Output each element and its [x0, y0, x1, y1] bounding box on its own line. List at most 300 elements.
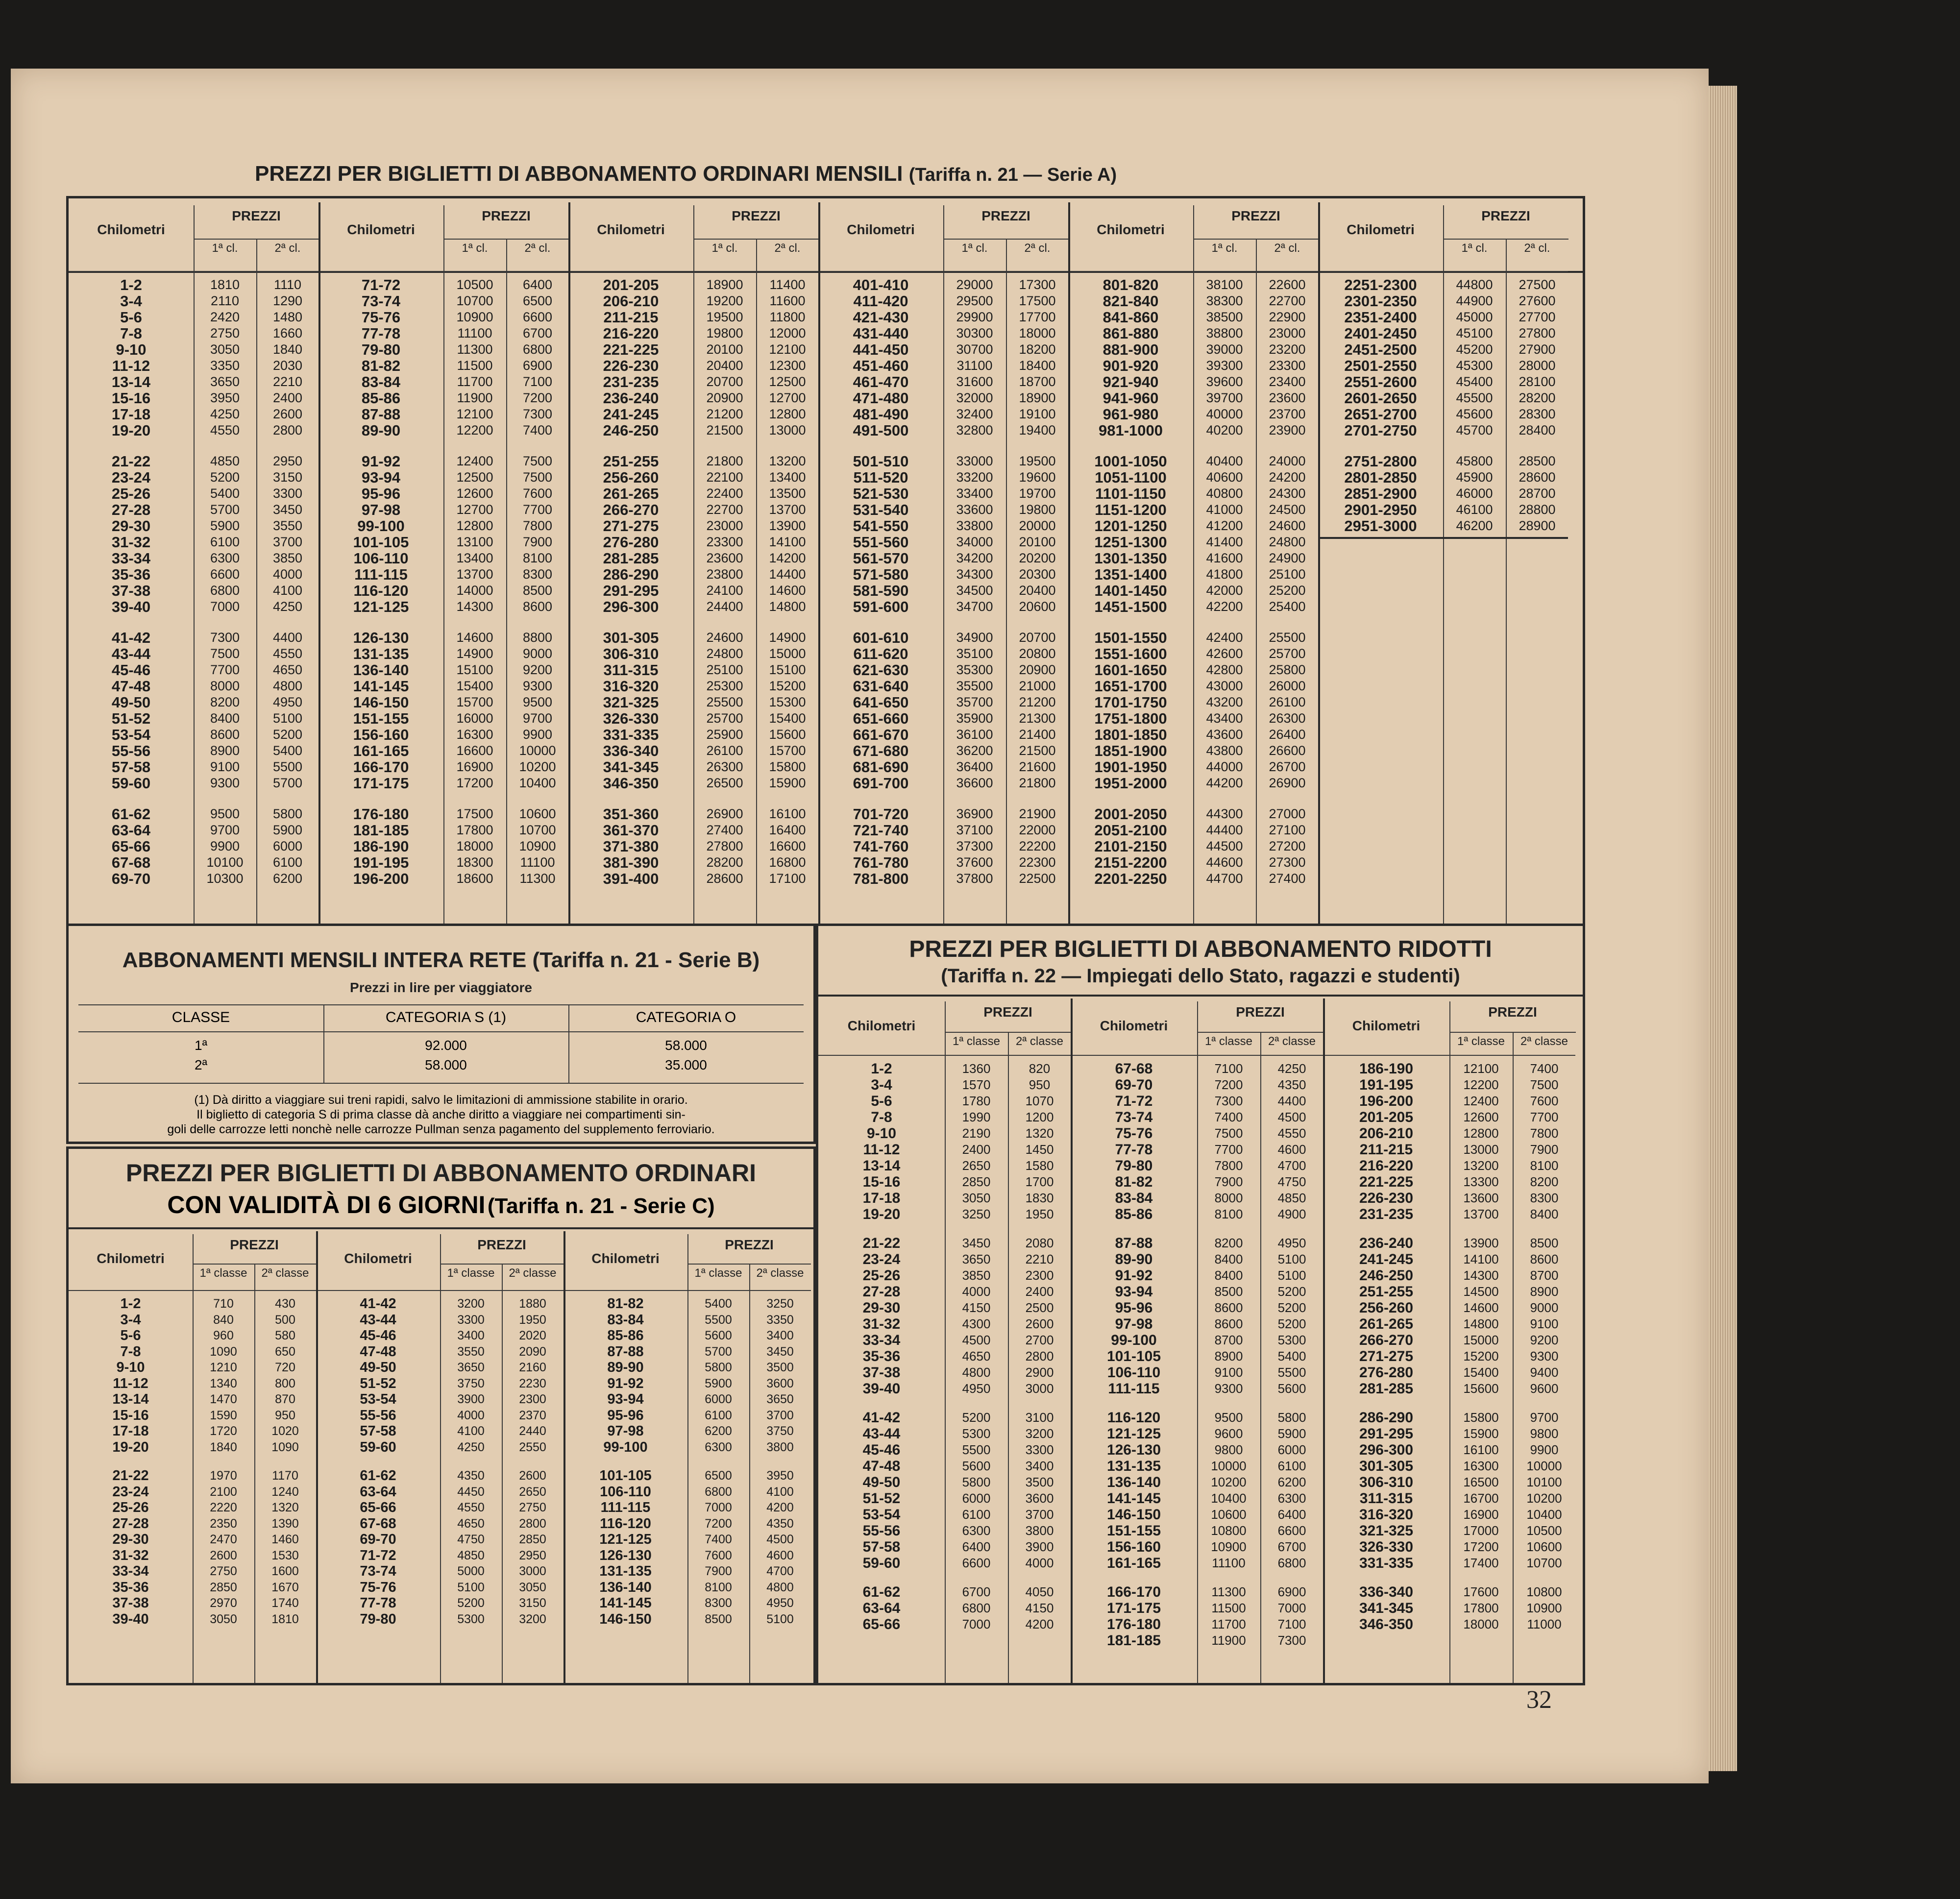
price-first-class: 15800 [1463, 1410, 1499, 1425]
price-second-class: 8300 [1530, 1191, 1559, 1205]
price-first-class: 12200 [1463, 1077, 1499, 1092]
price-second-class: 7400 [1530, 1061, 1559, 1076]
price-second-class: 7500 [522, 454, 553, 468]
price-second-class: 10200 [1526, 1491, 1562, 1506]
price-first-class: 11500 [457, 358, 493, 373]
price-second-class: 20400 [1019, 583, 1056, 598]
km-range: 281-285 [603, 550, 659, 567]
price-first-class: 20900 [706, 390, 743, 405]
km-range: 286-290 [603, 566, 659, 583]
price-first-class: 7600 [705, 1548, 732, 1562]
price-first-class: 36100 [956, 727, 993, 742]
km-range: 77-78 [360, 1595, 396, 1611]
km-range: 281-285 [1359, 1381, 1414, 1397]
km-range: 1251-1300 [1094, 534, 1167, 551]
km-range: 136-140 [599, 1579, 652, 1595]
price-second-class: 15700 [769, 743, 806, 758]
price-first-class: 25900 [706, 727, 743, 742]
price-first-class: 33800 [956, 518, 993, 533]
price-first-class: 5700 [705, 1344, 732, 1359]
price-first-class: 4350 [457, 1469, 485, 1483]
price-first-class: 26900 [706, 806, 743, 821]
km-range: 2551-2600 [1344, 373, 1417, 390]
price-first-class: 2350 [210, 1516, 237, 1531]
price-first-class: 25500 [706, 695, 743, 709]
price-second-class: 6700 [522, 326, 553, 341]
price-second-class: 5400 [1277, 1349, 1306, 1363]
km-range: 89-90 [607, 1360, 644, 1375]
km-range: 65-66 [111, 838, 151, 855]
price-second-class: 26000 [1269, 679, 1306, 693]
price-second-class: 4100 [272, 583, 303, 598]
km-range: 73-74 [361, 292, 401, 310]
km-range: 17-18 [862, 1190, 901, 1206]
price-second-class: 9900 [522, 727, 553, 742]
price-first-class: 29500 [956, 293, 993, 308]
km-range: 31-32 [111, 534, 151, 551]
first-class-header: 1ª cl. [212, 242, 238, 255]
km-range: 381-390 [603, 854, 659, 871]
price-first-class: 5000 [457, 1564, 485, 1578]
price-first-class: 44800 [1456, 277, 1493, 292]
km-range: 47-48 [111, 678, 151, 695]
price-second-class: 24600 [1269, 518, 1306, 533]
serie-b-row-1-cat-s: 92.000 [425, 1038, 467, 1053]
km-range: 89-90 [361, 422, 401, 439]
price-first-class: 33400 [956, 486, 993, 501]
first-class-header: 1ª cl. [961, 242, 988, 255]
price-first-class: 4650 [962, 1349, 991, 1363]
price-first-class: 1210 [210, 1361, 237, 1374]
km-range: 2151-2200 [1094, 854, 1167, 871]
price-second-class: 9000 [1530, 1300, 1559, 1315]
price-second-class: 5500 [272, 759, 303, 774]
price-second-class: 23600 [1269, 390, 1306, 405]
km-range: 1601-1650 [1094, 661, 1167, 679]
price-first-class: 44300 [1206, 806, 1243, 821]
price-first-class: 32800 [956, 423, 993, 438]
price-second-class: 7500 [522, 470, 553, 485]
price-first-class: 12600 [456, 486, 493, 501]
km-range: 15-16 [111, 390, 151, 407]
km-range: 511-520 [853, 469, 908, 486]
price-second-class: 19800 [1019, 502, 1056, 517]
km-range: 27-28 [111, 501, 151, 518]
price-second-class: 10600 [519, 806, 556, 821]
price-first-class: 10500 [456, 277, 493, 292]
prezzi-header: PREZZI [1481, 208, 1530, 223]
km-header: Chilometri [1097, 222, 1165, 237]
price-second-class: 20600 [1019, 599, 1056, 614]
km-range: 1801-1850 [1094, 726, 1167, 743]
price-first-class: 44000 [1206, 759, 1243, 774]
price-first-class: 23600 [706, 551, 743, 565]
price-second-class: 4100 [766, 1485, 794, 1499]
km-range: 196-200 [1359, 1093, 1414, 1109]
price-second-class: 22300 [1019, 855, 1056, 870]
km-range: 216-220 [603, 325, 659, 342]
price-first-class: 5200 [457, 1596, 485, 1610]
price-first-class: 3550 [457, 1344, 485, 1359]
prezzi-header: PREZZI [1231, 208, 1280, 223]
price-second-class: 27400 [1269, 871, 1306, 886]
price-second-class: 6600 [522, 310, 553, 324]
price-first-class: 4250 [457, 1440, 485, 1454]
km-range: 126-130 [1106, 1442, 1161, 1458]
price-first-class: 10100 [206, 855, 244, 870]
price-second-class: 25100 [1269, 567, 1306, 582]
price-first-class: 23000 [706, 518, 743, 533]
price-second-class: 6900 [522, 358, 553, 373]
price-first-class: 3900 [457, 1392, 485, 1406]
km-range: 19-20 [862, 1206, 901, 1222]
price-second-class: 8400 [1530, 1207, 1559, 1221]
km-range: 11-12 [863, 1142, 900, 1158]
price-second-class: 23900 [1269, 423, 1306, 438]
price-second-class: 12500 [769, 374, 806, 389]
price-first-class: 6600 [210, 567, 240, 582]
price-second-class: 1450 [1025, 1142, 1054, 1157]
price-second-class: 28100 [1519, 374, 1556, 389]
price-first-class: 7300 [1214, 1094, 1243, 1108]
page-number: 32 [1526, 1686, 1552, 1714]
km-range: 31-32 [112, 1547, 149, 1563]
km-range: 79-80 [361, 341, 401, 358]
price-second-class: 3300 [272, 486, 303, 501]
price-second-class: 13900 [769, 518, 806, 533]
price-first-class: 8500 [705, 1612, 732, 1626]
km-range: 246-250 [603, 422, 659, 439]
price-second-class: 6400 [522, 277, 553, 292]
km-range: 87-88 [361, 406, 401, 423]
price-first-class: 15200 [1463, 1349, 1499, 1363]
price-first-class: 12400 [456, 454, 493, 468]
price-first-class: 20700 [706, 374, 743, 389]
price-second-class: 15100 [769, 662, 806, 677]
price-first-class: 13700 [456, 567, 493, 582]
km-range: 63-64 [360, 1484, 396, 1500]
price-first-class: 8000 [1214, 1191, 1243, 1205]
km-range: 171-175 [353, 775, 409, 792]
price-second-class: 3250 [766, 1297, 794, 1311]
price-first-class: 11300 [1211, 1584, 1246, 1599]
price-first-class: 15400 [456, 679, 493, 693]
price-first-class: 1590 [210, 1408, 237, 1422]
price-second-class: 15300 [769, 695, 806, 709]
price-first-class: 2850 [962, 1174, 991, 1189]
price-first-class: 13000 [1463, 1142, 1499, 1157]
price-first-class: 4550 [210, 423, 240, 438]
price-second-class: 8500 [1530, 1236, 1559, 1250]
price-second-class: 14400 [769, 567, 806, 582]
price-second-class: 3200 [1025, 1426, 1054, 1441]
price-first-class: 24800 [706, 646, 743, 661]
km-range: 401-410 [853, 276, 909, 293]
price-first-class: 9600 [1214, 1426, 1243, 1441]
km-range: 1001-1050 [1094, 453, 1167, 470]
km-range: 1901-1950 [1094, 758, 1167, 776]
price-first-class: 7900 [1214, 1174, 1243, 1189]
km-range: 73-74 [360, 1563, 396, 1579]
price-second-class: 9200 [522, 662, 553, 677]
km-range: 85-86 [1115, 1206, 1153, 1222]
price-second-class: 20000 [1019, 518, 1056, 533]
price-first-class: 8500 [1214, 1284, 1243, 1299]
price-second-class: 21500 [1019, 743, 1056, 758]
price-first-class: 41200 [1206, 518, 1243, 533]
km-range: 29-30 [111, 517, 151, 535]
price-first-class: 36600 [956, 776, 993, 790]
first-class-header: 1ª classe [1205, 1035, 1252, 1048]
price-first-class: 15600 [1463, 1381, 1499, 1396]
km-range: 346-350 [603, 775, 659, 792]
price-second-class: 2700 [1025, 1333, 1054, 1347]
price-second-class: 7000 [1277, 1601, 1306, 1615]
km-range: 97-98 [607, 1423, 644, 1439]
price-first-class: 7200 [1214, 1077, 1243, 1092]
price-second-class: 1950 [519, 1313, 546, 1327]
price-first-class: 17800 [456, 823, 493, 837]
km-range: 25-26 [112, 1500, 149, 1515]
km-range: 59-60 [111, 775, 151, 792]
price-second-class: 14800 [769, 599, 806, 614]
price-second-class: 19500 [1019, 454, 1056, 468]
price-second-class: 12000 [769, 326, 806, 341]
price-first-class: 35500 [956, 679, 993, 693]
price-second-class: 5100 [1277, 1268, 1306, 1283]
price-first-class: 2470 [210, 1533, 237, 1546]
km-range: 41-42 [862, 1410, 901, 1426]
price-second-class: 500 [275, 1313, 295, 1327]
price-first-class: 8400 [210, 711, 240, 726]
price-second-class: 4200 [766, 1501, 794, 1514]
km-range: 87-88 [1115, 1235, 1153, 1251]
price-second-class: 430 [275, 1297, 295, 1311]
km-range: 341-345 [603, 758, 659, 776]
price-first-class: 6000 [705, 1392, 732, 1406]
price-second-class: 8600 [522, 599, 553, 614]
km-range: 55-56 [862, 1523, 901, 1539]
km-range: 57-58 [111, 758, 151, 776]
price-first-class: 14300 [456, 599, 493, 614]
price-first-class: 17400 [1463, 1556, 1499, 1570]
km-range: 11-12 [113, 1375, 148, 1391]
price-second-class: 24000 [1269, 454, 1306, 468]
price-first-class: 2400 [962, 1142, 991, 1157]
price-first-class: 710 [213, 1297, 234, 1311]
price-second-class: 2650 [519, 1485, 546, 1499]
price-second-class: 19400 [1019, 423, 1056, 438]
price-second-class: 1580 [1025, 1158, 1054, 1173]
price-second-class: 7700 [1530, 1110, 1559, 1124]
km-range: 121-125 [1106, 1426, 1161, 1442]
price-second-class: 13000 [769, 423, 806, 438]
km-range: 81-82 [361, 357, 401, 374]
km-range: 63-64 [111, 822, 151, 839]
price-first-class: 8300 [705, 1596, 732, 1610]
price-second-class: 22200 [1019, 839, 1056, 853]
price-second-class: 7100 [1277, 1617, 1306, 1631]
price-second-class: 27000 [1269, 806, 1306, 821]
price-first-class: 7500 [210, 646, 240, 661]
km-range: 83-84 [361, 373, 401, 390]
price-second-class: 1480 [272, 310, 303, 324]
price-first-class: 12700 [456, 502, 493, 517]
km-header: Chilometri [847, 222, 915, 237]
km-range: 241-245 [603, 406, 659, 423]
km-range: 23-24 [112, 1484, 149, 1500]
price-first-class: 16900 [1463, 1507, 1499, 1522]
price-second-class: 25200 [1269, 583, 1306, 598]
prezzi-header: PREZZI [1488, 1004, 1537, 1020]
price-first-class: 12100 [1463, 1061, 1499, 1076]
price-second-class: 7500 [1530, 1077, 1559, 1092]
price-first-class: 4950 [962, 1381, 991, 1396]
km-range: 151-155 [353, 710, 409, 727]
km-range: 39-40 [862, 1381, 901, 1397]
price-first-class: 14800 [1463, 1316, 1499, 1331]
price-second-class: 5200 [272, 727, 303, 742]
price-first-class: 6300 [705, 1440, 732, 1454]
km-range: 196-200 [353, 870, 409, 887]
price-second-class: 5600 [1277, 1381, 1306, 1396]
km-range: 49-50 [360, 1360, 396, 1375]
km-range: 651-660 [853, 710, 909, 727]
km-range: 71-72 [361, 276, 401, 293]
price-second-class: 2230 [519, 1376, 546, 1390]
price-second-class: 5800 [1277, 1410, 1306, 1425]
km-range: 316-320 [1359, 1507, 1414, 1523]
prezzi-header: PREZZI [725, 1237, 774, 1252]
price-first-class: 4750 [457, 1533, 485, 1546]
km-range: 25-26 [111, 485, 151, 502]
price-second-class: 1950 [1025, 1207, 1054, 1221]
price-first-class: 14500 [1463, 1284, 1499, 1299]
price-first-class: 34500 [956, 583, 993, 598]
price-second-class: 25700 [1269, 646, 1306, 661]
km-range: 7-8 [120, 325, 142, 342]
km-range: 106-110 [353, 550, 409, 567]
km-range: 226-230 [1359, 1190, 1414, 1206]
km-header: Chilometri [597, 222, 665, 237]
price-first-class: 16000 [456, 711, 493, 726]
km-range: 2501-2550 [1344, 357, 1417, 374]
price-first-class: 13700 [1463, 1207, 1499, 1221]
price-second-class: 26700 [1269, 759, 1306, 774]
price-second-class: 23200 [1269, 342, 1306, 357]
km-range: 501-510 [853, 453, 909, 470]
price-second-class: 2400 [1025, 1284, 1054, 1299]
price-first-class: 10000 [1211, 1459, 1247, 1473]
price-second-class: 4600 [1277, 1142, 1306, 1157]
price-second-class: 27700 [1519, 310, 1556, 324]
km-range: 901-920 [1102, 357, 1159, 374]
price-first-class: 14900 [456, 646, 493, 661]
price-first-class: 4500 [962, 1333, 991, 1347]
price-second-class: 1700 [1025, 1174, 1054, 1189]
price-first-class: 29900 [956, 310, 993, 324]
second-class-header: 2ª classe [756, 1266, 804, 1280]
km-header: Chilometri [347, 222, 415, 237]
km-range: 1701-1750 [1094, 694, 1167, 711]
price-second-class: 25500 [1269, 630, 1306, 645]
km-range: 21-22 [111, 453, 151, 470]
main-subtitle: (Tariffa n. 21 — Serie A) [908, 165, 1117, 185]
first-class-header: 1ª classe [1457, 1035, 1505, 1048]
price-second-class: 13700 [769, 502, 806, 517]
price-first-class: 2650 [962, 1158, 991, 1173]
price-first-class: 45800 [1456, 454, 1493, 468]
price-second-class: 7700 [522, 502, 553, 517]
km-range: 91-92 [607, 1375, 644, 1391]
km-range: 17-18 [112, 1423, 149, 1439]
price-first-class: 33600 [956, 502, 993, 517]
km-range: 2351-2400 [1344, 309, 1417, 326]
price-second-class: 18400 [1019, 358, 1056, 373]
price-first-class: 2220 [210, 1501, 237, 1514]
ridotti-subtitle: (Tariffa n. 22 — Impiegati dello Stato, ragazzi e studenti) [941, 965, 1460, 987]
serie-c-title-1: PREZZI PER BIGLIETTI DI ABBONAMENTO ORDINARI [125, 1159, 757, 1187]
km-range: 1101-1150 [1095, 485, 1166, 502]
price-first-class: 15000 [1463, 1333, 1499, 1347]
km-range: 296-300 [603, 598, 659, 615]
price-first-class: 8400 [1214, 1252, 1243, 1266]
price-second-class: 11300 [519, 871, 556, 886]
price-first-class: 9300 [210, 776, 240, 790]
price-first-class: 20400 [706, 358, 743, 373]
km-range: 761-780 [853, 854, 909, 871]
km-range: 231-235 [603, 373, 659, 390]
price-first-class: 34300 [956, 567, 993, 582]
price-second-class: 4350 [766, 1516, 794, 1531]
km-range: 441-450 [853, 341, 909, 358]
price-second-class: 15200 [769, 679, 806, 693]
km-range: 421-430 [853, 309, 909, 326]
price-second-class: 20700 [1019, 630, 1056, 645]
price-second-class: 5100 [1277, 1252, 1306, 1266]
km-range: 97-98 [361, 501, 401, 518]
price-second-class: 19700 [1019, 486, 1056, 501]
km-header: Chilometri [1347, 222, 1415, 237]
km-range: 126-130 [599, 1547, 652, 1563]
km-range: 306-310 [603, 645, 659, 662]
km-range: 55-56 [111, 742, 151, 759]
km-range: 2901-2950 [1344, 501, 1417, 518]
km-range: 2801-2850 [1344, 469, 1417, 486]
second-class-header: 2ª classe [509, 1266, 557, 1280]
price-second-class: 5300 [1277, 1333, 1306, 1347]
price-second-class: 14200 [769, 551, 806, 565]
km-range: 821-840 [1102, 292, 1159, 310]
km-range: 321-325 [603, 694, 659, 711]
price-second-class: 3550 [272, 518, 303, 533]
price-second-class: 10200 [519, 759, 556, 774]
price-second-class: 3000 [519, 1564, 546, 1578]
price-first-class: 25300 [706, 679, 743, 693]
serie-c-tariffa: (Tariffa n. 21 - Serie C) [487, 1194, 715, 1218]
km-range: 141-145 [353, 678, 409, 695]
price-second-class: 18900 [1019, 390, 1056, 405]
price-first-class: 9800 [1214, 1442, 1243, 1457]
price-first-class: 41800 [1206, 567, 1243, 582]
price-second-class: 1290 [272, 293, 303, 308]
price-first-class: 4000 [457, 1408, 485, 1422]
km-range: 251-255 [603, 453, 659, 470]
price-first-class: 44600 [1206, 855, 1243, 870]
km-range: 83-84 [607, 1312, 644, 1328]
price-second-class: 3050 [519, 1580, 546, 1594]
km-range: 45-46 [360, 1328, 396, 1343]
